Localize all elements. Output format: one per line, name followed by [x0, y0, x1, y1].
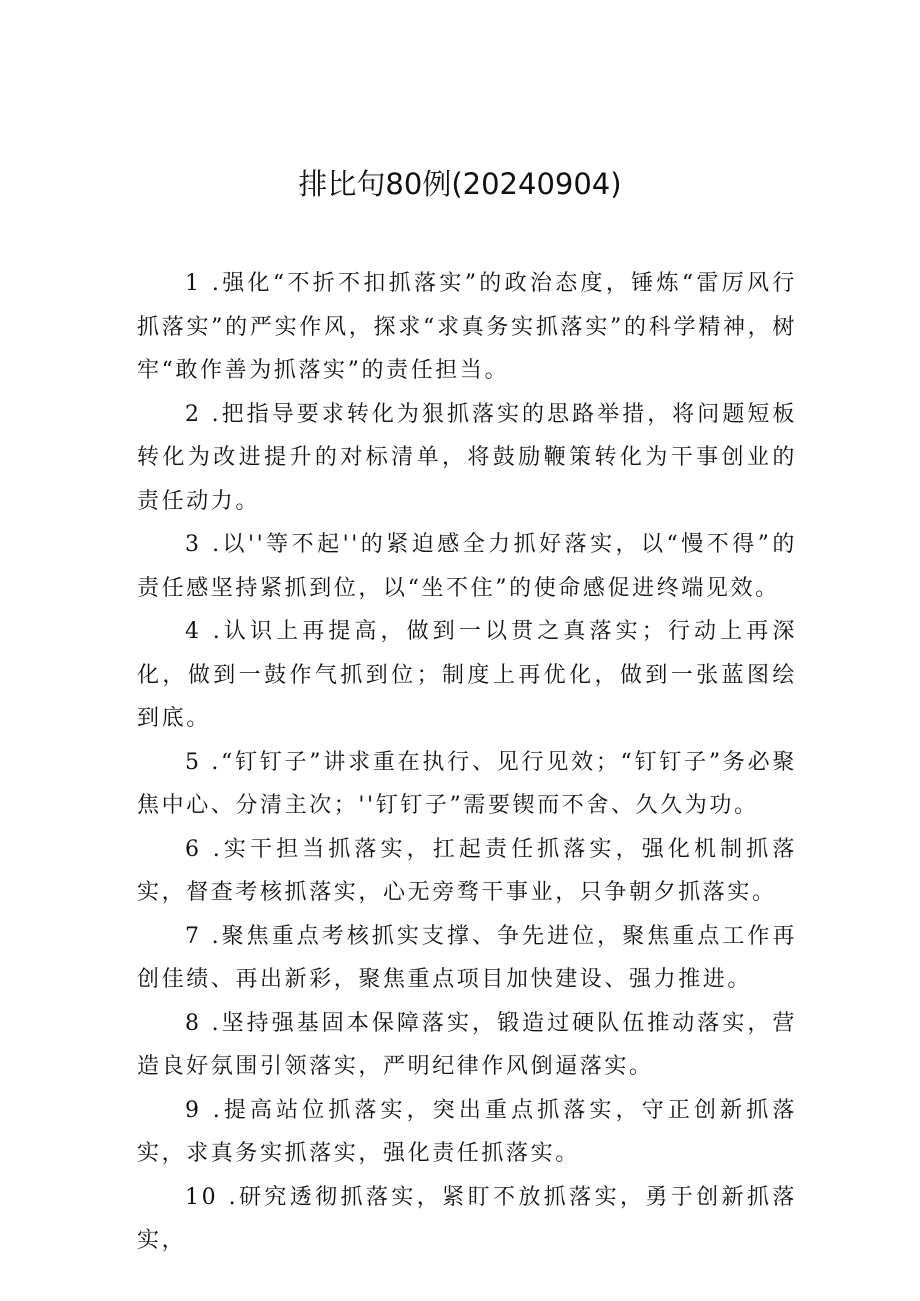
paragraph-5: 5 .“钉钉子”讲求重在执行、见行见效；“钉钉子”务必聚焦中心、分清主次；''钉钉子”需要锲而不舍、久久为功。: [137, 749, 797, 818]
paragraph-4: 4 .认识上再提高，做到一以贯之真落实；行动上再深化，做到一鼓作气抓到位；制度上再优化，做到一张蓝图绘到底。: [137, 619, 797, 731]
paragraph-8: 8 .坚持强基固本保障落实，锻造过硬队伍推动落实，营造良好氛围引领落实，严明纪律作风倒逼落实。: [137, 1010, 797, 1079]
document-title: 排比句80例(20240904): [298, 167, 622, 201]
paragraph-6: 6 .实干担当抓落实，扛起责任抓落实，强化机制抓落实，督查考核抓落实，心无旁骛干事业，只争朝夕抓落实。: [137, 836, 797, 905]
paragraph-10: 10 .研究透彻抓落实，紧盯不放抓落实，勇于创新抓落实，: [137, 1184, 797, 1253]
paragraph-2: 2 .把指导要求转化为狠抓落实的思路举措，将问题短板转化为改进提升的对标清单，将鼓励鞭策转化为干事创业的责任动力。: [137, 401, 797, 514]
paragraph-9: 9 .提高站位抓落实，突出重点抓落实，守正创新抓落实，求真务实抓落实，强化责任抓落实。: [137, 1097, 797, 1166]
document-body: [137, 262, 797, 1263]
paragraph-1: 1 .强化“不折不扣抓落实”的政治态度，锤炼“雷厉风行抓落实”的严实作风，探求“求真务实抓落实”的科学精神，树牢“敢作善为抓落实”的责任担当。: [137, 271, 797, 383]
paragraph-3: 3 .以''等不起''的紧迫感全力抓好落实，以“慢不得”的责任感坚持紧抓到位，以“坐不住”的使命感促进终端见效。: [137, 532, 797, 601]
paragraph-7: 7 .聚焦重点考核抓实支撑、争先进位，聚焦重点工作再创佳绩、再出新彩，聚焦重点项目加快建设、强力推进。: [137, 923, 797, 992]
